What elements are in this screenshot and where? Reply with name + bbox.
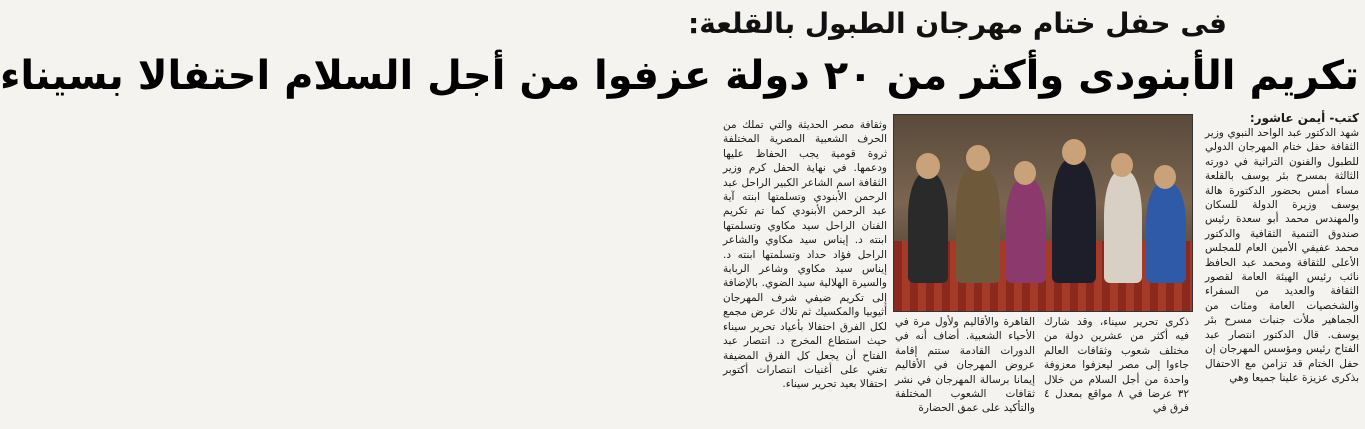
photo-person <box>908 173 948 283</box>
photo-person <box>1104 171 1142 283</box>
article-column-left <box>723 118 887 426</box>
article-column-middle-right <box>1044 315 1189 425</box>
article-byline: كتب- أيمن عاشور: <box>1249 111 1359 125</box>
article-paragraph: القاهرة والأقاليم ولأول مرة في الأحياء الشعبية. أضاف أنه في الدورات القادمة ستتم إقامة عروض المهرجان في الأقاليم إيمانا برسالة المهرجان في نشر ثقافات الشعوب المختلفة والتأكيد على عمق الحضارة <box>895 316 1035 415</box>
photo-person <box>1052 159 1096 283</box>
article-headline: تكريم الأبنودى وأكثر من ٢٠ دولة عزفوا من أجل السلام احتفالا بسيناء <box>0 53 1359 99</box>
article-paragraph: شهد الدكتور عبد الواحد النبوي وزير الثقافة حفل ختام المهرجان الدولي للطبول والفنون التراثية في دورته الثالثة بمسرح بئر يوسف بالقلعة مساء أمس بحضور الدكتورة هالة يوسف وزيرة الدولة للسكان والمهندس محمد أبو سعدة رئيس صندوق التنمية الثقافية والدكتور محمد عفيفي الأمين العام للمجلس الأعلى للثقافة ومحمد عبد الحافظ نائب رئيس الهيئة العامة لقصور الثقافة والعديد من السفراء والشخصيات العامة ومئات من الجماهير ملأت جنبات مسرح بئر يوسف. قال الدكتور انتصار عبد الفتاح رئيس ومؤسس المهرجان إن حفل الختام قد تزامن مع الاحتفال بذكرى عزيزة علينا جميعا وهي <box>1205 127 1359 384</box>
photo-person-head <box>1154 165 1176 189</box>
photo-person <box>1006 179 1046 283</box>
photo-person <box>956 165 1000 283</box>
article-paragraph: وثقافة مصر الحديثة والتي تملك من الحرف الشعبية المصرية المختلفة ثروة قومية يجب الحفاظ عليها ودعمها. في نهاية الحفل كرم وزير الثقافة اسم الشاعر الكبير الراحل عبد الرحمن الأبنودي وتسلمتها ابنته آية عبد الرحمن الأبنودي كما تم تكريم الفنان الراحل سيد مكاوي وتسلمتها ابنته د. إيناس سيد مكاوي والشاعر الراحل فؤاد حداد وتسلمتها ابنته د. إيناس سيد مكاوي وشاعر الربابة والسيرة الهلالية سيد الضوي. بالإضافة إلى تكريم ضيفي شرف المهرجان أثيوبيا والمكسيك ثم تلاك عرض مجمع لكل الفرق احتفالا بأعياد تحرير سيناء حيث استطاع المخرج د. انتصار عبد الفتاح أن يجعل كل الفرق المضيفة تغني على أغنيات انتصارات أكتوبر احتفالا بعيد تحرير سيناء. <box>723 119 887 391</box>
photo-person-head <box>916 153 940 179</box>
photo-person <box>1146 183 1186 283</box>
photo-person-head <box>1062 139 1086 165</box>
photo-person-head <box>966 145 990 171</box>
article-column-right <box>1205 126 1359 426</box>
article-kicker: فى حفل ختام مهرجان الطبول بالقلعة: <box>688 7 1227 40</box>
article-paragraph: ذكرى تحرير سيناء، وقد شارك فيه أكثر من عشرين دولة من مختلف شعوب وثقافات العالم جاءوا إلى مصر ليعزفوا معزوفة واحدة من أجل السلام من خلال ٣٢ عرضا في ٨ مواقع بمعدل ٤ فرق في <box>1044 316 1189 415</box>
photo-person-head <box>1111 153 1133 177</box>
article-column-middle-left <box>895 315 1035 425</box>
article-photo <box>893 114 1193 312</box>
photo-person-head <box>1014 161 1036 185</box>
